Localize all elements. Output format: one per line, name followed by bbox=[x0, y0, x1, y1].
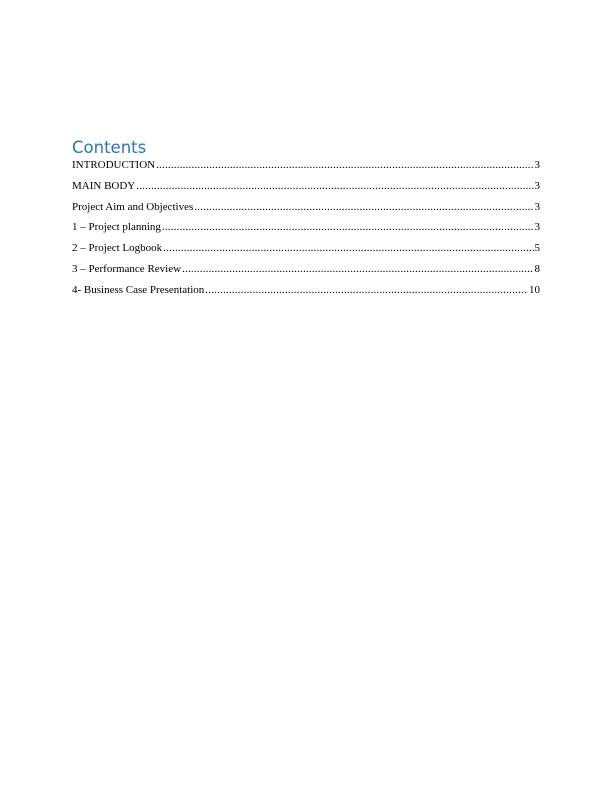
toc-entry-label: INTRODUCTION bbox=[72, 159, 156, 171]
toc-entry-label: 1 – Project planning bbox=[72, 221, 161, 234]
toc-entry-main-body[interactable] bbox=[72, 180, 540, 201]
toc-entry-page-number: 10 bbox=[529, 283, 540, 296]
toc-entry-page-number: 3 bbox=[534, 221, 540, 234]
toc-entry-project-planning[interactable] bbox=[72, 221, 540, 242]
toc-entry-page-number: 8 bbox=[534, 262, 540, 275]
dot-leader bbox=[194, 201, 533, 213]
dot-leader bbox=[182, 263, 533, 275]
toc-list bbox=[72, 159, 540, 305]
table-of-contents bbox=[72, 138, 540, 305]
toc-entry-performance-review[interactable] bbox=[72, 263, 540, 284]
dot-leader bbox=[156, 159, 533, 171]
toc-entry-page-number: 3 bbox=[534, 200, 540, 213]
toc-entry-project-logbook[interactable] bbox=[72, 242, 540, 263]
toc-entry-label: 3 – Performance Review bbox=[72, 262, 182, 275]
toc-entry-label: Project Aim and Objectives bbox=[72, 200, 194, 213]
dot-leader bbox=[205, 284, 528, 296]
dot-leader bbox=[162, 221, 534, 233]
toc-entry-page-number: 3 bbox=[534, 159, 540, 171]
toc-entry-label: MAIN BODY bbox=[72, 179, 136, 192]
toc-heading: Contents bbox=[72, 138, 147, 157]
toc-entry-introduction[interactable] bbox=[72, 159, 540, 180]
toc-entry-project-aim[interactable] bbox=[72, 201, 540, 222]
toc-entry-page-number: 5 bbox=[534, 242, 540, 255]
toc-entry-label: 4- Business Case Presentation bbox=[72, 283, 205, 296]
dot-leader bbox=[163, 242, 533, 254]
toc-entry-business-case[interactable] bbox=[72, 284, 540, 305]
toc-entry-page-number: 3 bbox=[534, 179, 540, 192]
toc-entry-label: 2 – Project Logbook bbox=[72, 242, 163, 255]
dot-leader bbox=[136, 180, 533, 192]
